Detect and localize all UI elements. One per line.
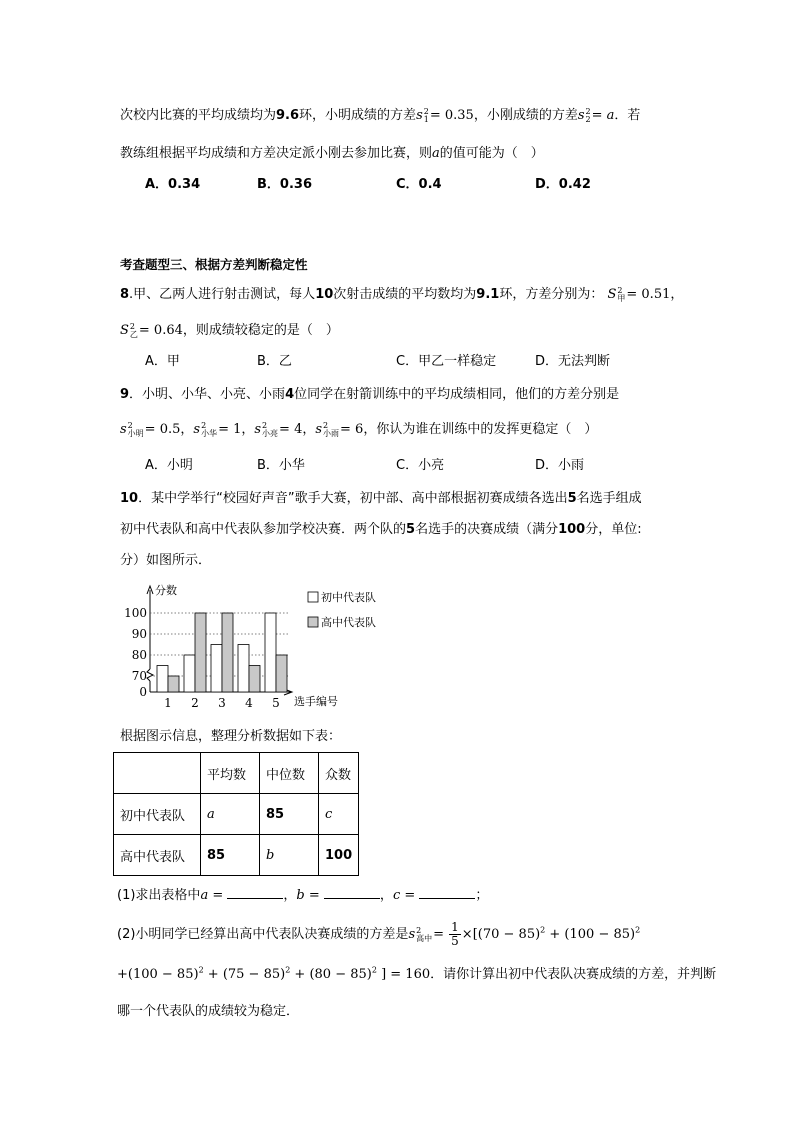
q10-line2: 初中代表队和高中代表队参加学校决赛．两个队的5名选手的决赛成绩（满分100分，单位:	[120, 522, 642, 537]
table-cell: 高中代表队	[114, 835, 201, 876]
bar-senior	[276, 655, 287, 692]
axis-break-icon	[147, 669, 153, 681]
table-cell: 85	[260, 794, 319, 835]
table-header-cell: 中位数	[260, 753, 319, 794]
bar-junior	[238, 645, 249, 693]
table-cell: a	[201, 794, 260, 835]
bar-senior	[195, 613, 206, 692]
q8-option-c[interactable]: C．甲乙一样稳定	[396, 354, 497, 369]
q9-option-a[interactable]: A．小明	[145, 458, 193, 473]
table-header-row	[114, 753, 359, 794]
x-axis-title: 选手编号	[294, 695, 338, 708]
q10-line1: 10．某中学举行“校园好声音”歌手大赛，初中部、高中部根据初赛成绩各选出5名选手组成	[120, 491, 642, 506]
q8-var-yi: S 2 乙 = 0.64	[120, 321, 183, 339]
q7-score: 9.6	[276, 108, 300, 123]
q7-text-c: ，小刚成绩的方差	[473, 108, 578, 123]
q7-line1	[120, 107, 640, 125]
legend-swatch	[308, 617, 318, 627]
table-cell: 85	[201, 835, 260, 876]
bar-junior	[211, 645, 222, 693]
y-tick-label: 70	[131, 669, 147, 683]
q10-number: 10	[120, 491, 139, 506]
q8-option-d[interactable]: D．无法判断	[535, 354, 611, 369]
q8-option-b[interactable]: B．乙	[257, 354, 292, 369]
q9-option-c[interactable]: C．小亮	[396, 458, 445, 473]
q7-text-d: ．若	[614, 108, 641, 123]
q10-sub2-line3: 哪一个代表队的成绩较为稳定．	[117, 1004, 300, 1019]
q7-var1: s 2 1 = 0.35	[416, 106, 474, 124]
q7-line2: 教练组根据平均成绩和方差决定派小刚去参加比赛，则a的值可能为（ ）	[120, 146, 544, 161]
q9-var-yu: s 2 小雨 = 6	[315, 420, 364, 438]
q10-variance-expr: s 2 高中 = $\frac{1}{5}$ $\times[(70 - 85)^2 + (100 - 85)^2$	[408, 920, 641, 948]
q10-line3: 分）如图所示．	[120, 553, 212, 568]
q7-option-d[interactable]: D．0.42	[535, 177, 591, 192]
table-cell: 初中代表队	[114, 794, 201, 835]
y-tick-label: 80	[131, 648, 147, 662]
q9-option-b[interactable]: B．小华	[257, 458, 305, 473]
q7-option-c[interactable]: C．0.4	[396, 177, 442, 192]
q9-line2: s 2 小明 = 0.5，s 2 小华 = 1，s 2 小亮 = 4，s 2 小雨 = 6，你认为谁在训练中的发挥更稳定（ ）	[120, 420, 598, 438]
stats-table	[113, 752, 359, 876]
y-tick-label: 100	[124, 606, 147, 620]
q10-sub2-line1: (2)小明同学已经算出高中代表队决赛成绩的方差是s 2 高中 = $\frac{1}{5}$ $\times[(70 - 85)^2 + (100 - 85)^2$	[117, 920, 641, 948]
q8-number: 8	[120, 287, 130, 302]
q7-var-a: a	[432, 146, 440, 161]
table-cell: c	[319, 794, 359, 835]
q7-var2: s 2 2 = a	[577, 106, 615, 124]
q9-option-d[interactable]: D．小雨	[535, 458, 585, 473]
fraction: $\frac{1}{5}$	[451, 920, 459, 948]
q8-option-a[interactable]: A．甲	[145, 354, 180, 369]
y-axis-title: 分数	[155, 584, 177, 597]
q8-line2: S 2 乙 = 0.64，则成绩较稳定的是（ ）	[120, 321, 339, 339]
bar-junior	[184, 655, 195, 692]
q9-number: 9	[120, 387, 130, 402]
q10-after-chart: 根据图示信息，整理分析数据如下表：	[120, 729, 342, 744]
table-cell: b	[260, 835, 319, 876]
y-tick-label: 0	[139, 685, 147, 699]
x-tick-label: 1	[164, 696, 172, 710]
q10-sub1: (1)求出表格中a = ，b = ，c = ；	[117, 888, 489, 903]
q9-var-liang: s 2 小亮 = 4	[254, 420, 303, 438]
x-tick-label: 3	[218, 696, 226, 710]
bar-junior	[265, 613, 276, 692]
answer-blank-c[interactable]	[419, 886, 475, 899]
q7-option-a[interactable]: A．0.34	[145, 177, 201, 192]
q7-text-b: 环，小明成绩的方差	[299, 108, 417, 123]
table-header-cell: 众数	[319, 753, 359, 794]
q7-option-b[interactable]: B．0.36	[257, 177, 312, 192]
bar-senior	[168, 676, 179, 692]
y-tick-label: 90	[131, 627, 147, 641]
q9-line1: 9．小明、小华、小亮、小雨4位同学在射箭训练中的平均成绩相同，他们的方差分别是	[120, 387, 620, 402]
q7-text-a: 次校内比赛的平均成绩均为	[120, 108, 277, 123]
score-bar-chart	[118, 582, 378, 712]
bar-junior	[157, 666, 168, 693]
table-header-cell: 平均数	[201, 753, 260, 794]
answer-blank-b[interactable]	[324, 886, 380, 899]
legend-label: 初中代表队	[321, 591, 376, 604]
table-cell: 100	[319, 835, 359, 876]
q9-var-ming: s 2 小明 = 0.5	[120, 420, 181, 438]
q9-var-hua: s 2 小华 = 1	[193, 420, 242, 438]
table-header-cell	[114, 753, 201, 794]
bar-senior	[222, 613, 233, 692]
legend-swatch	[308, 592, 318, 602]
q8-var-jia: S 2 甲 = 0.51	[607, 285, 671, 303]
x-tick-label: 2	[191, 696, 199, 710]
x-tick-label: 5	[272, 696, 280, 710]
legend-label: 高中代表队	[321, 616, 376, 629]
section-title: 考查题型三、根据方差判断稳定性	[120, 257, 308, 272]
table-row	[114, 835, 359, 876]
bar-senior	[249, 666, 260, 693]
q8-line1: 8.甲、乙两人进行射击测试，每人10次射击成绩的平均数均为9.1环，方差分别为： S 2 甲 = 0.51，	[120, 285, 684, 303]
q10-sub2-line2: $+(100 - 85)^2 + (75 - 85)^2 + (80 - 85)^2$ ] = 160．请你计算出初中代表队决赛成绩的方差，并判断	[117, 965, 717, 982]
table-row	[114, 794, 359, 835]
answer-blank-a[interactable]	[227, 886, 283, 899]
x-tick-label: 4	[245, 696, 253, 710]
